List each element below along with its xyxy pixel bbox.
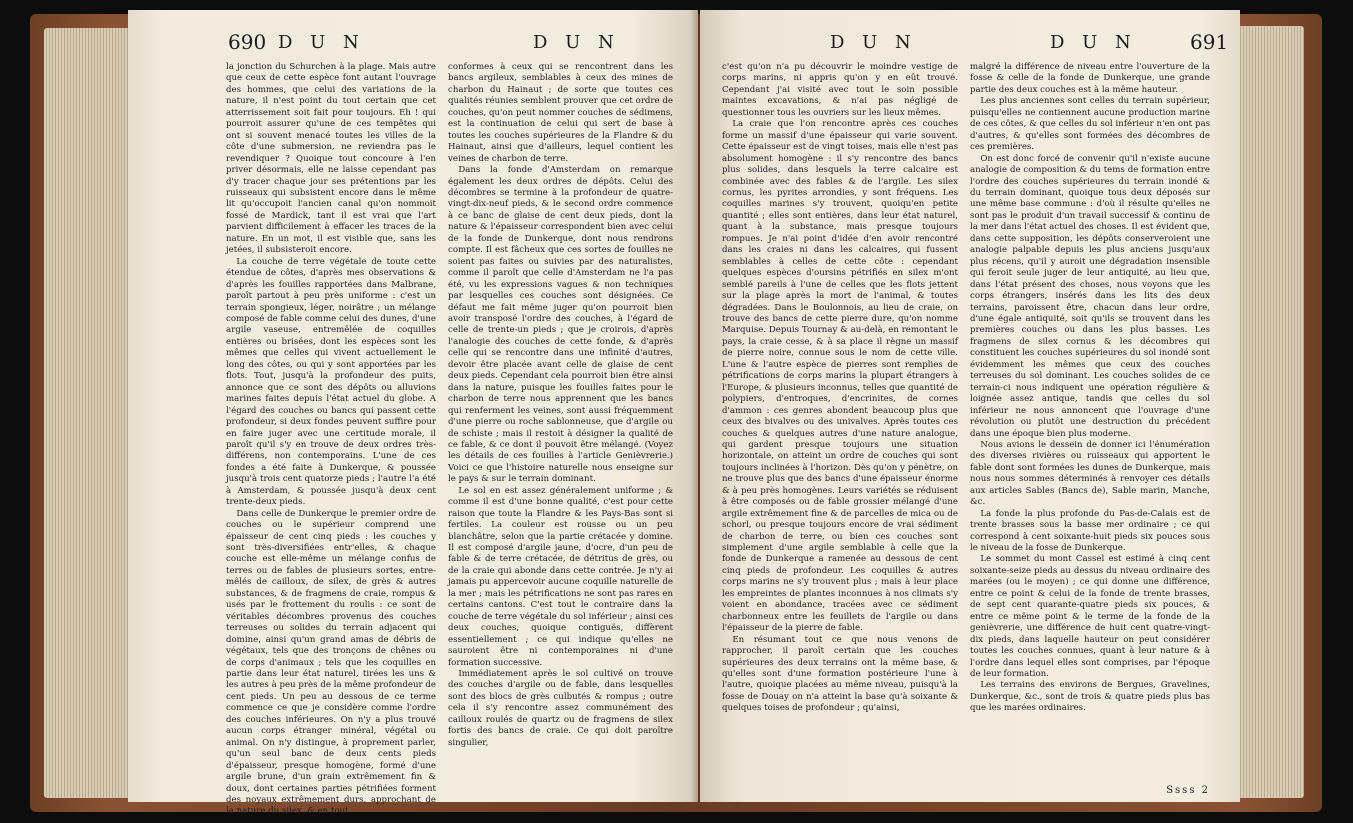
running-head-left-1: D U N bbox=[278, 32, 365, 53]
page-edges-left bbox=[44, 28, 130, 798]
paragraph: c'est qu'on n'a pu découvrir le moindre vestige de corps marins, ni appris qu'on y en eût trouvé. Cependant j'ai visité avec tout le soin possible maintes excavations, & n'ai pas négligé de questionner tous les ouvriers sur les lieux mêmes. bbox=[722, 62, 958, 118]
left-page-column-2 bbox=[448, 62, 673, 782]
paragraph: Le sommet du mont Cassel est estimé à cinq cent soixante-seize pieds au dessus du niveau ordinaire des marées (ou le moyen) ; ce qui donne une différence, entre ce point & celui de la fonde de trente brasses, de sept cent quarante-quatre pieds six pouces, & entre ce même point & le terme de la fonde de la genièvrerie, une différence de huit cent quatre-vingt-dix pieds, dans laquelle hauteur on peut considérer toutes les couches connues, quant à leur nature & à l'ordre dans lequel elles sont comprises, par l'époque de leur formation. bbox=[970, 554, 1210, 680]
running-head-left-2: D U N bbox=[533, 32, 620, 53]
page-number-left: 690 bbox=[228, 30, 267, 54]
paragraph: Immédiatement après le sol cultivé on trouve des couches d'argile ou de fable, dans lesquelles sont des blocs de grès culbutés & rompus ; outre cela il s'y rencontre assez communément des cailloux roulés de quartz ou de fragmens de silex fortis des bancs de craie. Ce qui doit paroître singulier, bbox=[448, 669, 673, 748]
paragraph: Les terrains des environs de Bergues, Gravelines, Dunkerque, &c., sont de trois & quatre pieds plus bas que les marées ordinaires. bbox=[970, 680, 1210, 714]
running-head-right-2: D U N bbox=[1050, 32, 1137, 53]
right-page bbox=[700, 10, 1240, 802]
paragraph: Nous avions le dessein de donner ici l'énumération des diverses rivières ou ruisseaux qui apportent le fable dont sont formées les dunes de Dunkerque, mais nous nous sommes déterminés à renvoyer ces détails aux articles Sables (Bancs de), Sable marin, Manche, &c. bbox=[970, 439, 1210, 508]
left-page-header bbox=[128, 30, 698, 60]
right-page-header bbox=[700, 30, 1240, 60]
paragraph: La couche de terre végétale de toute cette étendue de côtes, d'après mes observations & d'après les fouilles rapportées dans Malbrane, paroît partout à peu près uniforme : c'est un terrain spongieux, léger, noirâtre ; un mélange composé de fable comme celui des dunes, d'une argile vaseuse, entremêlée de coquilles entières ou brisées, dont les espèces sont les mêmes que celles qui vivent actuellement le long des côtes, ou qui y sont apportées par les flots. Tout, jusqu'à la profondeur des puits, annonce que ce sont des dépôts ou alluvions marines faites depuis l'état actuel du globe. A l'égard des couches ou bancs qui passent cette profondeur, si deux fondes peuvent suffire pour en faire juger avec une certitude morale, il paroît qu'il s'y en trouve de deux ordres très-différens, non contemporains. L'une de ces fondes a été faite à Dunkerque, & poussée jusqu'à trois cent quatorze pieds ; l'autre l'a été à Amsterdam, & poussée jusqu'à deux cent trente-deux pieds. bbox=[226, 256, 436, 508]
paragraph: La craie que l'on rencontre après ces couches forme un massif d'une épaisseur qui varie souvent. Cette épaisseur est de vingt toises, mais elle n'est pas absolument homogène : il s'y rencontre des bancs plus solides, dans lesquels la terre calcaire est combinée avec des fables & de l'argile. Les silex cornus, les pyrites arrondies, y sont fréquens. Les coquilles marines s'y trouvent, quoiqu'en petite quantité ; elles sont entières, dans leur état naturel, quant à la substance, mais presque toujours rompues. Je n'ai point d'idée d'en avoir rencontré dans les craies ni dans les calcaires, qui fussent semblables à celles de cette côte : cependant quelques espèces d'oursins pétrifiés en silex m'ont semblé pareils à l'une de celles que les flots jettent sur la plage après la mort de l'animal, & toutes dégradées. Dans le Boulonnois, au lieu de craie, on trouve des bancs de cette pierre dure, qu'on nomme Marquise. Depuis Tournay & au-delà, en remontant le pays, la craie cesse, & à sa place il règne un massif de pierre noire, connue sous le nom de cette ville. L'une & l'autre espèce de pierres sont remplies de pétrifications de corps marins la plupart étrangers à l'Europe, & plusieurs inconnus, telles que quantité de polypiers, d'entroques, d'encrinites, de cornes d'ammon : ces genres abondent beaucoup plus que ceux des bivalves ou des univalves. Après toutes ces couches & quelques autres d'une nature analogue, qui gardent presque toujours une situation horizontale, on atteint un ordre de couches qui sont toujours inclinées à l'horizon. Dès qu'on y pénètre, on ne trouve plus que des bancs d'une épaisseur énorme & à peu près homogènes. Leurs variétés se réduisent à être composés ou de fable grossier mélangé d'une argile extrêmement fine & de parcelles de mica ou de schorl, ou presque toujours encore de vrai sédiment de charbon de terre, ou bien ces couches sont simplement d'une argile semblable à celle que la fonde de Dunkerque a ramenée au dessous de cent cinq pieds de profondeur. Les coquilles & autres corps marins ne s'y trouvent plus ; mais à leur place les empreintes de plantes inconnues à nos climats s'y voient en abondance, tracées avec ce sédiment charbonneux entre les feuillets de l'argile ou dans l'épaisseur de la pierre de fable. bbox=[722, 119, 958, 634]
paragraph: Dans celle de Dunkerque le premier ordre de couches ou le supérieur comprend une épaisseur de cent cinq pieds : les couches y sont très-diversifiées entr'elles, & chaque couche est elle-même un mélange confus de terres ou de fables de plusieurs sortes, entre-mêlés de cailloux, de silex, de grès & autres substances, & de fragmens de craie, rompus & usés par le frottement du roulis : ce sont de véritables décombres provenus des couches terreuses ou solides du terrain adjacent qui domine, ainsi qu'un grand amas de débris de végétaux, tels que des tronçons de chênes ou de corps d'animaux ; tels que les coquilles en partie dans leur état naturel, tirées les uns & les autres à peu près de la même profondeur de cent pieds. Un peu au dessous de ce terme commence ce que je considère comme l'ordre des couches inférieures. On n'y a plus trouvé aucun corps étranger minéral, végétal ou animal. On n'y distingue, à proprement parler, qu'un seul banc de deux cents pieds d'épaisseur, presque homogène, formé d'une argile brune, d'un grain extrêmement fin & doux, dont certaines parties pétrifiées forment des noyaux extrêmement durs, approchant de la nature du silex, & en tout bbox=[226, 508, 436, 817]
right-page-column-1 bbox=[722, 62, 958, 762]
paragraph: On est donc forcé de convenir qu'il n'existe aucune analogie de composition & du tems de formation entre l'ordre des couches supérieures du terrain inondé & du terrain dominant, quoique tous deux déposés sur une même base commune : d'où il résulte qu'elles ne sont pas le produit d'un travail successif & continu de la mer dans l'état actuel des choses. Il est évident que, dans cette supposition, les dépôts conserveroient une analogie palpable depuis les plus anciens jusqu'aux plus récens, qu'il y auroit une dégradation insensible qui feroit seule juger de leur antiquité, au lieu que, dans l'état présent des choses, nous voyons que les corps étrangers, insérés dans les lits des deux terrains, paroissent être, chacun dans leur ordre, d'une égale antiquité, soit qu'ils se trouvent dans les premières couches ou dans les plus basses. Les fragmens de silex cornus & les décombres qui constituent les couches supérieures du sol inondé sont évidemment les mêmes que ceux des couches terreuses du sol dominant. Les couches solides de ce terrain-ci nous indiquent une opération régulière & loignée assez antique, tandis que celles du sol inférieur ne nous annoncent que l'ouvrage d'une révolution ou plutôt une destruction du précédent dans une époque bien plus moderne. bbox=[970, 153, 1210, 439]
paragraph: Dans la fonde d'Amsterdam on remarque également les deux ordres de dépôts. Celui des décombres se termine à la profondeur de quatre-vingt-dix-neuf pieds, & le second ordre commence à ce banc de glaise de cent deux pieds, dont la nature & l'épaisseur correspondent bien avec celui de la fonde de Dunkerque, dont nous rendrons compte. Il est fâcheux que ces sortes de fouilles ne soient pas faites ou suivies par des naturalistes, comme il paroît que celle d'Amsterdam ne l'a pas été, vu les expressions vagues & non techniques par lesquelles ces couches sont désignées. Ce défaut me fait même juger qu'on pourroit bien avoir transposé l'ordre des couches, à l'égard de celle de trente-un pieds ; que je croirois, d'après l'analogie des couches de cette fonde, & d'après celle qui se rencontre dans une infinité d'autres, devoir être placée avant celle de glaise de cent deux pieds. Cependant cela pourroit bien être ainsi dans la nature, puisque les fouilles faites pour le charbon de terre nous apprennent que les bancs qui renferment les veines, sont aussi fréquemment d'une pierre ou roche sablonneuse, que d'argile ou de schiste ; mais il restoit à désigner la qualité de ce fable, & ce dont il pouvoit être mélangé. (Voyez les détails de ces fouilles à l'article Genièvrerie.) Voici ce que l'histoire naturelle nous enseigne sur le pays & sur le terrain dominant. bbox=[448, 165, 673, 485]
running-head-right-1: D U N bbox=[830, 32, 917, 53]
left-page-column-1 bbox=[226, 62, 436, 817]
paragraph: malgré la différence de niveau entre l'ouverture de la fosse & celle de la fonde de Dunkerque, une grande partie des deux couches est à la même hauteur. bbox=[970, 62, 1210, 95]
right-page-column-2 bbox=[970, 62, 1210, 762]
page-edges-right bbox=[1238, 26, 1304, 798]
page-number-right: 691 bbox=[1190, 30, 1229, 54]
paragraph: La fonde la plus profonde du Pas-de-Calais est de trente brasses sous la basse mer ordinaire ; ce qui correspond à cent soixante-huit pieds six pouces sous le niveau de la fosse de Dunkerque. bbox=[970, 508, 1210, 554]
signature-mark: Ssss 2 bbox=[1166, 785, 1210, 796]
left-page bbox=[128, 10, 698, 817]
paragraph: En résumant tout ce que nous venons de rapprocher, il paroît certain que les couches supérieures des deux terrains ont la même base, & qu'elles sont d'une formation postérieure l'une à l'autre, quoique placées au même niveau, puisqu'à la fosse de Douay on n'a atteint la base qu'à soixante & quelques toises de profondeur ; qu'ainsi, bbox=[722, 634, 958, 714]
paragraph: Le sol en est assez généralement uniforme ; & comme il est d'une bonne qualité, c'est pour cette raison que toute la Flandre & les Pays-Bas sont si fertiles. La couleur est rousse ou un peu blanchâtre, selon que la partie crétacée y domine. Il est composé d'argile jaune, d'ocre, d'un peu de fable & de terre crétacée, de détritus de grès, ou de la craie qui abonde dans cette contrée. Je n'y ai jamais pu appercevoir aucune coquille naturelle de la mer ; mais les pétrifications ne sont pas rares en certains cantons. C'est tout le contraire dans la couche de terre végétale du sol inférieur ; ainsi ces deux couches, quoique contiguës, diffèrent essentiellement ; ce qui indique qu'elles ne sauroient être ni contemporaines ni d'une formation successive. bbox=[448, 485, 673, 668]
paragraph: Les plus anciennes sont celles du terrain supérieur, puisqu'elles ne contiennent aucune production marine de ces côtes, & que celles du sol inférieur n'en ont pas d'autres, & qu'elles sont formées des décombres de ces premières. bbox=[970, 96, 1210, 153]
paragraph: la jonction du Schurchen à la plage. Mais autre que ceux de cette espèce font autant l'ouvrage des hommes, que celui des variations de la nature, il n'est point du tout certain que cet atterrissement soit fait pour toujours. Eh ! qui pourroit assurer qu'une de ces tempêtes qui ont si souvent menacé toutes les villes de la côte d'une submersion, ne reviendra pas le revendiquer ? Quoique tout concoure à l'en priver désormais, elle ne laisse cependant pas d'y tracer chaque jour ses prétentions par les ruisseaux qui subsistent encore dans le même lit qu'occupoit l'ancien canal qu'on nommoit fossé de Mardick, tant il est vrai que l'art parvient difficilement à effacer les traces de la nature. En un mot, il est visible que, sans les jetées, il subsisteroit encore. bbox=[226, 62, 436, 256]
paragraph: conformes à ceux qui se rencontrent dans les bancs argileux, semblables à ceux des mines de charbon du Hainaut ; de sorte que toutes ces qualités réunies semblent prouver que cet ordre de couches, qu'on peut nommer couches de sédimens, est la continuation de celui qui sert de base à toutes les couches supérieures de la Flandre & du Hainaut, ainsi que d'ailleurs, lequel contient les veines de charbon de terre. bbox=[448, 62, 673, 164]
